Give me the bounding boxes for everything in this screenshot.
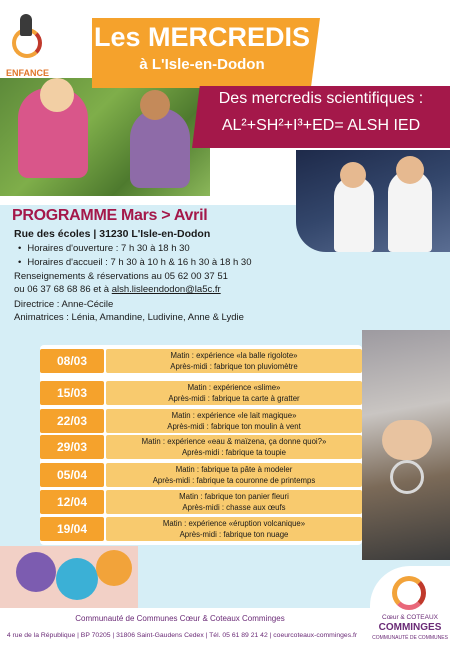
schedule-date: 22/03 xyxy=(40,409,104,433)
hours-open: • Horaires d'ouverture : 7 h 30 à 18 h 30 xyxy=(18,243,190,254)
magnifying-glass-icon xyxy=(390,460,424,494)
theme-formula: AL²+SH²+I³+ED= ALSH IED xyxy=(221,117,421,134)
schedule-date: 08/03 xyxy=(40,349,104,373)
afternoon-activity: Après-midi : fabrique ton moulin à vent xyxy=(167,422,301,431)
schedule-row xyxy=(40,381,362,407)
schedule-date: 05/04 xyxy=(40,463,104,487)
afternoon-activity: Après-midi : fabrique ton pluviomètre xyxy=(170,362,298,371)
schedule-row xyxy=(40,463,362,489)
morning-activity: Matin : fabrique ta pâte à modeler xyxy=(175,465,293,474)
schedule-activities xyxy=(106,490,362,514)
schedule-row xyxy=(40,490,362,516)
schedule-row xyxy=(40,409,362,435)
morning-activity: Matin : expérience «éruption volcanique» xyxy=(162,519,306,528)
lab-child-head xyxy=(396,156,424,184)
morning-activity: Matin : fabrique ton panier fleuri xyxy=(179,492,289,501)
morning-activity: Matin : expérience «la balle rigolote» xyxy=(170,351,298,360)
schedule-activities xyxy=(106,517,362,541)
logo-text-bottom: COMMUNAUTÉ DE COMMUNES xyxy=(372,635,448,641)
footer-organization: Communauté de Communes Cœur & Coteaux Comminges xyxy=(75,614,285,623)
child-figure xyxy=(130,108,190,188)
schedule-date: 15/03 xyxy=(40,381,104,405)
child-head xyxy=(140,90,170,120)
children-outdoor-photo xyxy=(0,78,210,196)
address: Rue des écoles | 31230 L'Isle-en-Dodon xyxy=(14,228,211,240)
schedule-row xyxy=(40,349,362,375)
clay-figure xyxy=(96,550,132,586)
morning-activity: Matin : expérience «le lait magique» xyxy=(171,411,297,420)
morning-activity: Matin : expérience «slime» xyxy=(187,383,281,392)
page-title: Les MERCREDIS xyxy=(93,22,311,52)
schedule-activities xyxy=(106,463,362,487)
schedule-row xyxy=(40,435,362,461)
schedule-date: 19/04 xyxy=(40,517,104,541)
schedule-activities xyxy=(106,409,362,433)
schedule-date: 29/03 xyxy=(40,435,104,459)
logo-label: ENFANCE xyxy=(6,68,50,78)
enfance-logo xyxy=(6,10,48,80)
contact-email-link[interactable]: alsh.lisleendodon@la5c.fr xyxy=(111,284,221,295)
schedule-date: 12/04 xyxy=(40,490,104,514)
logo-ring-icon xyxy=(392,576,426,610)
afternoon-activity: Après-midi : fabrique ton nuage xyxy=(179,530,289,539)
child-silhouette-icon xyxy=(20,14,32,36)
lab-child-head xyxy=(340,162,366,188)
director: Directrice : Anne-Cécile xyxy=(14,299,114,310)
morning-activity: Matin : expérience «eau & maïzena, ça donne quoi?» xyxy=(141,437,327,446)
page-subtitle: à L'Isle-en-Dodon xyxy=(139,56,265,73)
animators: Animatrices : Lénia, Amandine, Ludivine, Anne & Lydie xyxy=(14,312,244,323)
contact-phone-alt: ou 06 37 68 68 86 et à xyxy=(14,284,112,295)
contact-line xyxy=(14,284,221,295)
comminges-logo xyxy=(370,566,450,650)
contact-phone: Renseignements & réservations au 05 62 00 37 51 xyxy=(14,271,228,282)
afternoon-activity: Après-midi : fabrique ta carte à gratter xyxy=(168,394,300,403)
hours-welcome: • Horaires d'accueil : 7 h 30 à 10 h & 16 h 30 à 18 h 30 xyxy=(18,257,252,268)
schedule-activities xyxy=(106,349,362,373)
footer-contact-details: 4 rue de la République | BP 70205 | 31806 Saint-Gaudens Cedex | Tél. 05 61 89 21 42 | coeurcoteaux-comminges.fr xyxy=(6,632,358,639)
program-title: PROGRAMME Mars > Avril xyxy=(12,207,208,224)
clay-figures-photo xyxy=(0,546,138,608)
theme-title: Des mercredis scientifiques : xyxy=(218,90,424,107)
lab-children-photo xyxy=(296,150,450,252)
logo-text-top: Cœur & COTEAUX xyxy=(382,614,438,621)
afternoon-activity: Après-midi : fabrique ta couronne de printemps xyxy=(152,476,316,485)
hand-figure xyxy=(382,420,432,460)
schedule-activities xyxy=(106,381,362,405)
afternoon-activity: Après-midi : fabrique ta toupie xyxy=(181,448,286,457)
schedule-row xyxy=(40,517,362,543)
schedule-activities xyxy=(106,435,362,459)
clay-figure xyxy=(56,558,98,600)
child-head xyxy=(40,78,74,112)
logo-text-main: COMMINGES xyxy=(378,622,442,633)
clay-figure xyxy=(16,552,56,592)
experiment-photo xyxy=(362,330,450,560)
afternoon-activity: Après-midi : chasse aux œufs xyxy=(182,503,286,512)
